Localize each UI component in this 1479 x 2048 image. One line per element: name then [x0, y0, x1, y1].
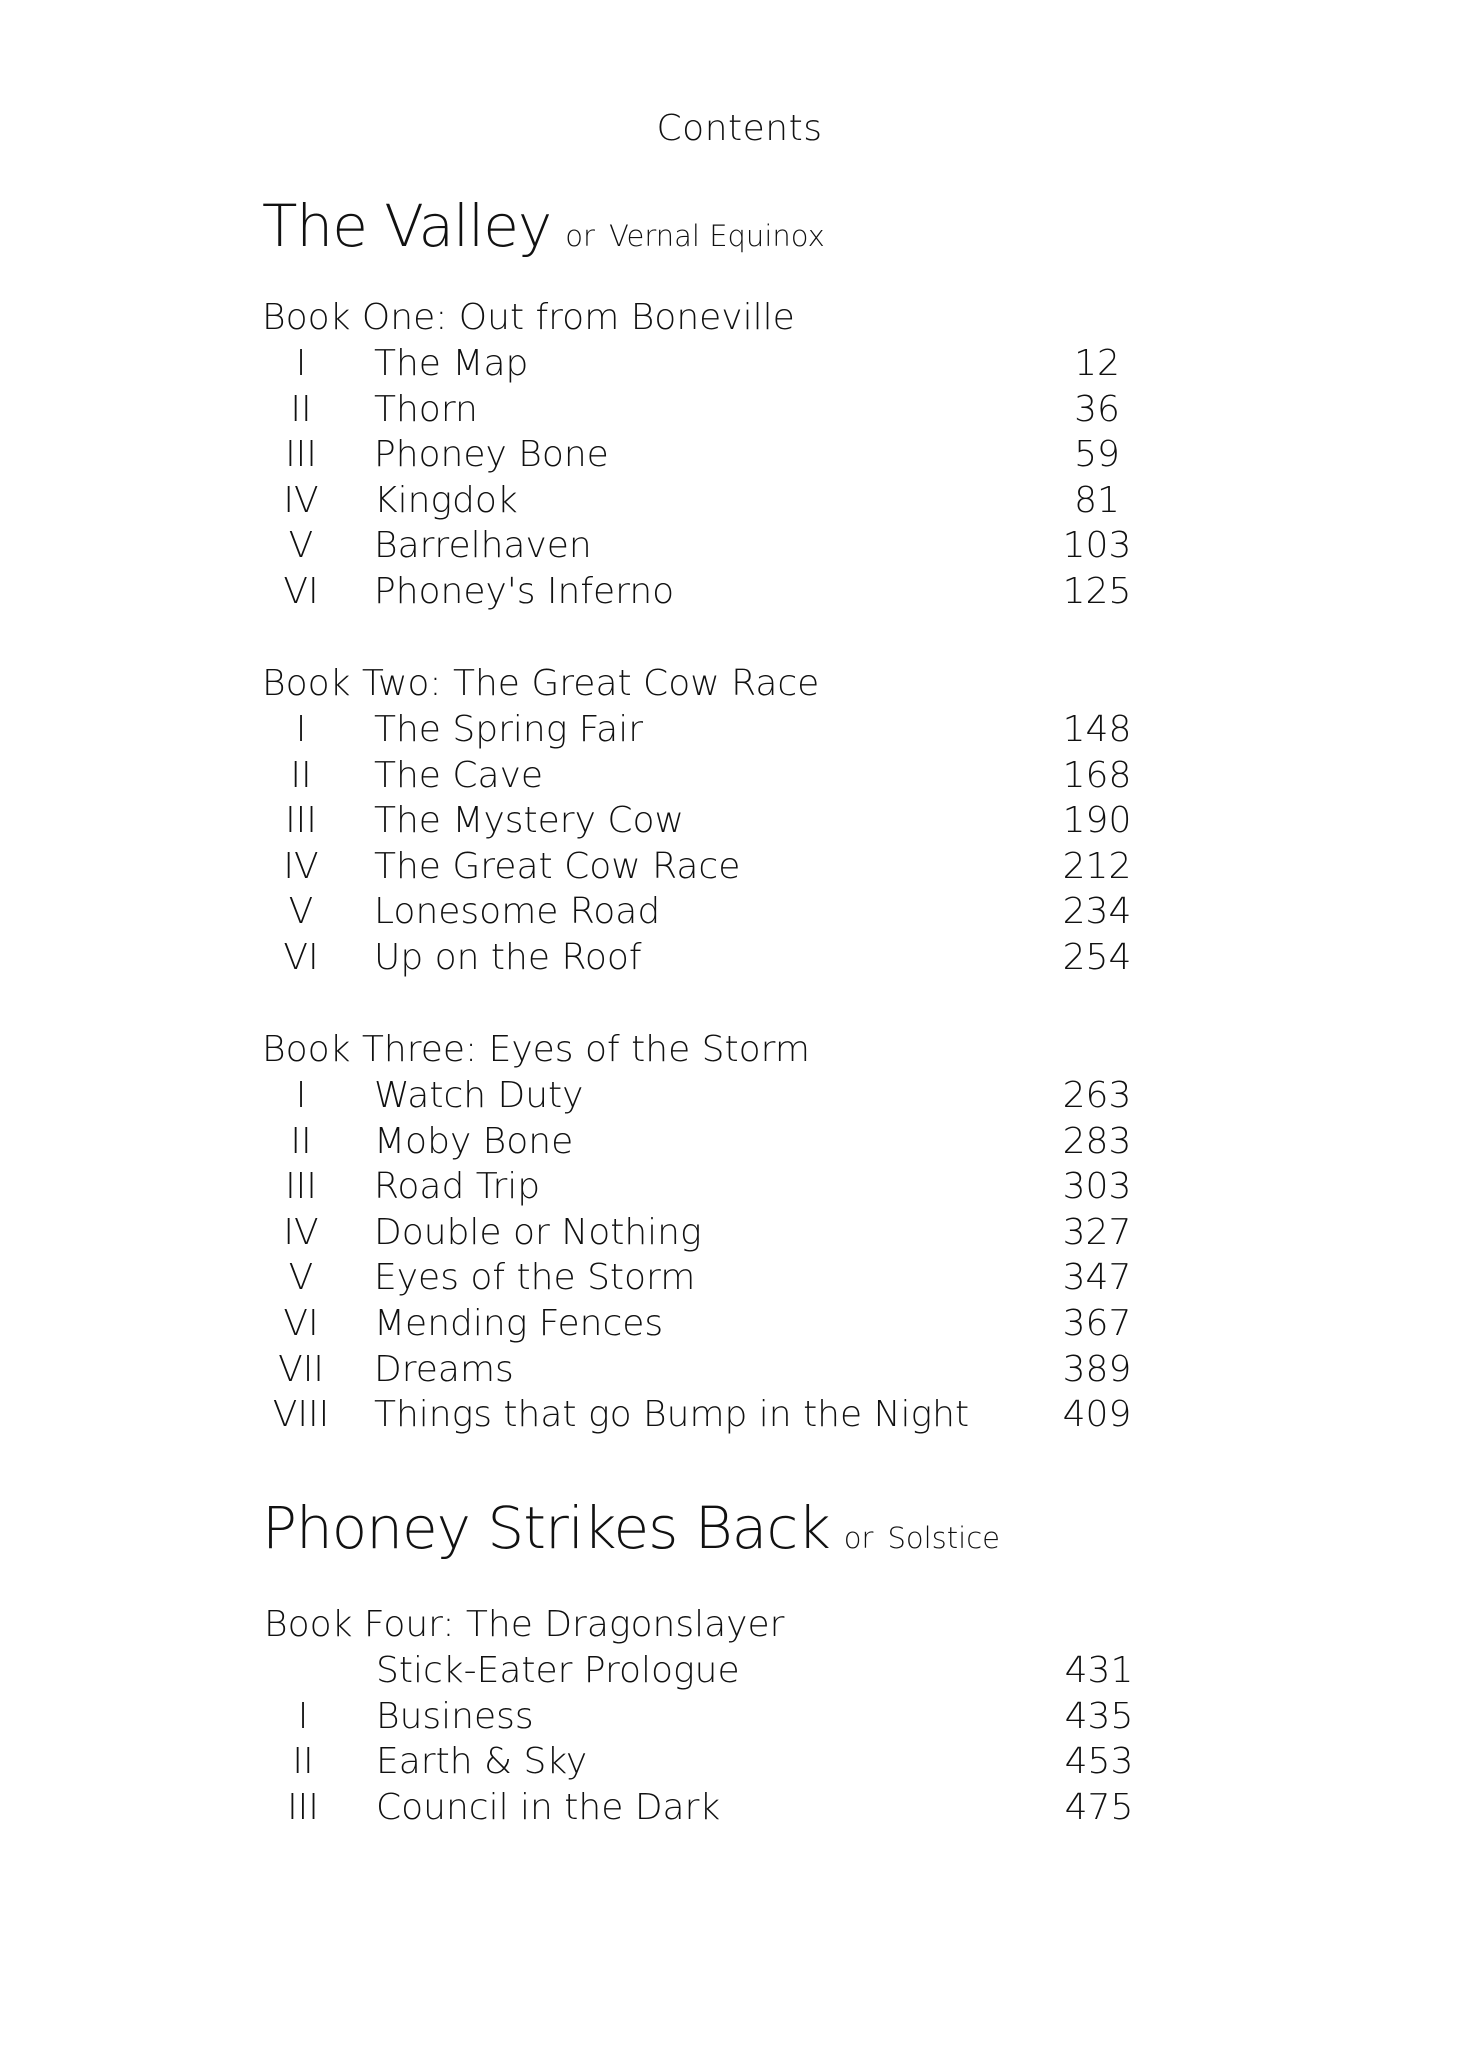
chapter-row: [262, 432, 1162, 478]
chapter-number: V: [288, 1257, 314, 1299]
chapter-row: [262, 341, 1162, 387]
chapter-row: [264, 1785, 1164, 1831]
chapter-page: 367: [1062, 1302, 1132, 1344]
chapter-title: The Great Cow Race: [374, 845, 741, 887]
chapter-title: Thorn: [374, 388, 478, 430]
chapter-row: [262, 523, 1162, 569]
chapter-number: II: [290, 754, 312, 796]
chapter-title: Barrelhaven: [374, 525, 592, 567]
chapter-page: 409: [1062, 1394, 1132, 1436]
chapter-row: [262, 889, 1162, 935]
chapter-row: [262, 1347, 1162, 1393]
part-or: or: [843, 1521, 874, 1555]
chapter-page: 435: [1064, 1695, 1134, 1737]
chapter-title: Earth & Sky: [376, 1741, 588, 1783]
chapter-number: VII: [278, 1348, 324, 1390]
chapter-number: III: [287, 1786, 319, 1828]
chapter-page: 81: [1074, 479, 1120, 521]
chapter-page: 125: [1062, 570, 1132, 612]
chapter-title: The Map: [374, 343, 529, 384]
chapter-row: [264, 1648, 1164, 1694]
chapter-title: Council in the Dark: [376, 1786, 721, 1828]
chapter-number: VI: [283, 570, 319, 612]
chapter-number: III: [285, 800, 317, 842]
chapter-page: 347: [1062, 1257, 1132, 1299]
chapter-title: Dreams: [374, 1348, 514, 1390]
part-title: Phoney Strikes Back: [262, 1494, 830, 1562]
chapter-title: Business: [376, 1695, 534, 1737]
book-one: [262, 295, 1162, 615]
chapter-number: I: [295, 709, 307, 750]
chapter-page: 12: [1074, 343, 1120, 384]
book-title: Book Four: The Dragonslayer: [264, 1604, 785, 1645]
book-title: Book Three: Eyes of the Storm: [262, 1029, 810, 1070]
chapter-page: 168: [1062, 754, 1132, 796]
chapter-number: V: [288, 891, 314, 933]
chapter-page: 254: [1062, 936, 1132, 978]
book-two: [262, 661, 1162, 981]
chapter-number: VI: [283, 936, 319, 978]
part-subtitle: Vernal Equinox: [608, 219, 825, 253]
book-three: [262, 1027, 1162, 1438]
chapter-title: Watch Duty: [374, 1075, 584, 1116]
page-title: Contents: [656, 108, 823, 149]
chapter-title: Stick-Eater Prologue: [376, 1650, 740, 1691]
chapter-number: I: [295, 1075, 307, 1116]
part-or: or: [565, 219, 595, 253]
chapter-row: [262, 1255, 1162, 1301]
chapter-page: 212: [1062, 845, 1132, 887]
chapter-number: V: [288, 525, 314, 567]
chapter-title: Moby Bone: [374, 1120, 574, 1162]
chapter-title: Up on the Roof: [374, 936, 642, 978]
chapter-row: [262, 844, 1162, 890]
chapter-number: IV: [283, 845, 319, 887]
chapter-number: II: [292, 1741, 314, 1783]
chapter-title: Road Trip: [374, 1166, 541, 1208]
chapter-title: Kingdok: [374, 479, 518, 521]
part-subtitle: Solstice: [887, 1521, 1000, 1555]
book-title: Book Two: The Great Cow Race: [262, 663, 820, 704]
chapter-page: 59: [1074, 434, 1120, 476]
chapter-page: 234: [1062, 891, 1132, 933]
chapter-row: [262, 1392, 1162, 1438]
chapter-row: [262, 1164, 1162, 1210]
chapter-page: 148: [1062, 709, 1132, 750]
chapter-row: [262, 387, 1162, 433]
chapter-title: The Spring Fair: [374, 709, 644, 750]
chapter-row: [262, 935, 1162, 981]
chapter-page: 103: [1062, 525, 1132, 567]
chapter-number: IV: [283, 479, 319, 521]
chapter-row: [262, 1073, 1162, 1119]
chapter-title: Phoney Bone: [374, 434, 609, 476]
chapter-number: VI: [283, 1302, 319, 1344]
chapter-page: 389: [1062, 1348, 1132, 1390]
chapter-page: 303: [1062, 1166, 1132, 1208]
chapter-row: [262, 753, 1162, 799]
chapter-page: 283: [1062, 1120, 1132, 1162]
part-heading-phoney-strikes-back: [262, 1494, 1000, 1562]
chapter-page: 36: [1074, 388, 1120, 430]
chapter-row: [262, 707, 1162, 753]
chapter-title: The Cave: [374, 754, 544, 796]
chapter-number: III: [285, 1166, 317, 1208]
chapter-row: [262, 1119, 1162, 1165]
chapter-page: 263: [1062, 1075, 1132, 1116]
chapter-title: The Mystery Cow: [374, 800, 684, 842]
chapter-row: [262, 1210, 1162, 1256]
chapter-page: 431: [1064, 1650, 1134, 1691]
chapter-title: Lonesome Road: [374, 891, 661, 933]
chapter-row: [264, 1694, 1164, 1740]
chapter-title: Phoney's Inferno: [374, 570, 675, 612]
chapter-number: IV: [283, 1211, 319, 1253]
book-title: Book One: Out from Boneville: [262, 297, 795, 338]
chapter-number: III: [285, 434, 317, 476]
chapter-row: [262, 478, 1162, 524]
chapter-title: Mending Fences: [374, 1302, 664, 1344]
chapter-row: [262, 1301, 1162, 1347]
chapter-page: 327: [1062, 1211, 1132, 1253]
chapter-row: [262, 798, 1162, 844]
part-heading-valley: [262, 192, 825, 260]
chapter-number: I: [297, 1695, 309, 1737]
chapter-page: 190: [1062, 800, 1132, 842]
chapter-title: Double or Nothing: [374, 1211, 702, 1253]
chapter-number: VIII: [272, 1394, 330, 1436]
book-four: [264, 1602, 1164, 1830]
chapter-number: II: [290, 1120, 312, 1162]
chapter-page: 453: [1064, 1741, 1134, 1783]
chapter-number: II: [290, 388, 312, 430]
chapter-page: 475: [1064, 1786, 1134, 1828]
chapter-row: [264, 1739, 1164, 1785]
chapter-number: I: [295, 343, 307, 384]
chapter-row: [262, 569, 1162, 615]
chapter-title: Things that go Bump in the Night: [374, 1394, 970, 1436]
chapter-title: Eyes of the Storm: [374, 1257, 696, 1299]
part-title: The Valley: [262, 192, 552, 260]
